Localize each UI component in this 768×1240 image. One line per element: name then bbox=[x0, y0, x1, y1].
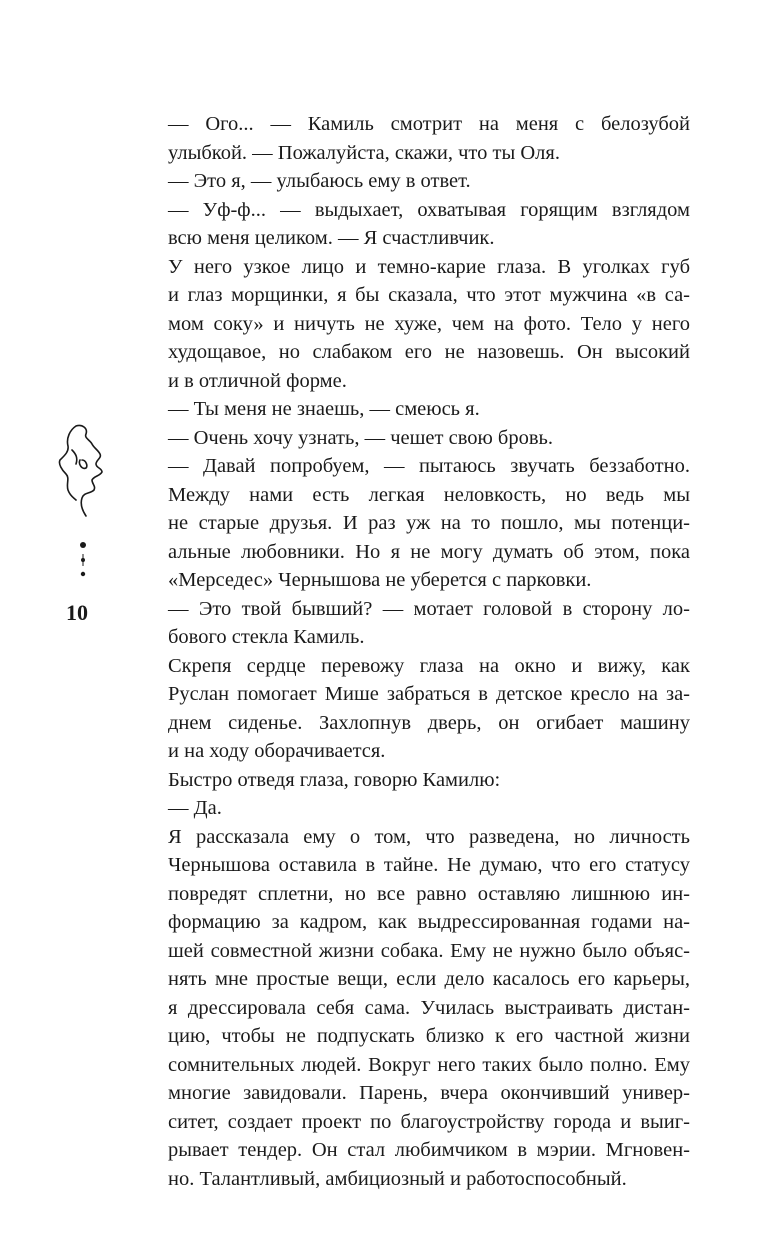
text-line: и глаз морщинки, я бы сказала, что этот мужчина «в са- bbox=[168, 284, 690, 306]
ornament-dots-icon bbox=[76, 540, 90, 580]
text-line: — Уф-ф... — выдыхает, охватывая горящим взглядом bbox=[168, 198, 690, 221]
text-line: — Это я, — улыбаюсь ему в ответ. bbox=[168, 170, 471, 192]
text-line: ситет, создает проект по благоустройству города и выиг- bbox=[168, 1110, 690, 1133]
body-text bbox=[168, 110, 690, 1193]
text-line: «Мерседес» Чернышова не уберется с парковки. bbox=[168, 569, 592, 591]
text-line: — Ого... — Камиль смотрит на меня с белозубой bbox=[168, 113, 690, 135]
text-line: я дрессировала себя сама. Училась выстраивать дистан- bbox=[168, 996, 690, 1019]
text-line: — Ты меня не знаешь, — смеюсь я. bbox=[168, 398, 480, 420]
text-line: мом соку» и ничуть не хуже, чем на фото. Тело у него bbox=[168, 312, 690, 335]
text-line: нять мне простые вещи, если дело касалось его карьеры, bbox=[168, 968, 690, 990]
text-line: всю меня целиком. — Я счастливчик. bbox=[168, 227, 495, 249]
text-line: — Да. bbox=[168, 797, 222, 819]
text-line: и в отличной форме. bbox=[168, 369, 347, 392]
text-line: Быстро отведя глаза, говорю Камилю: bbox=[168, 768, 501, 791]
text-line: Я рассказала ему о том, что разведена, но личность bbox=[168, 825, 690, 848]
text-line: шей совместной жизни собака. Ему не нужно было объяс- bbox=[168, 939, 690, 962]
text-line: формацию за кадром, как выдрессированная годами на- bbox=[168, 911, 690, 933]
text-line: Между нами есть легкая неловкость, но ведь мы bbox=[168, 483, 690, 506]
text-line: не старые друзья. И раз уж на то пошло, мы потенци- bbox=[168, 512, 690, 534]
text-line: бового стекла Камиль. bbox=[168, 626, 365, 648]
text-line: днем сиденье. Захлопнув дверь, он огибает машину bbox=[168, 711, 690, 734]
text-line: У него узкое лицо и темно-карие глаза. В уголках губ bbox=[168, 255, 690, 278]
text-line: худощавое, но слабаком его не назовешь. Он высокий bbox=[168, 341, 690, 363]
text-line: но. Талантливый, амбициозный и работоспособный. bbox=[168, 1167, 627, 1190]
text-line: Скрепя сердце перевожу глаза на окно и вижу, как bbox=[168, 654, 690, 677]
text-line: — Давай попробуем, — пытаюсь звучать беззаботно. bbox=[168, 455, 690, 477]
text-line: цию, чтобы не подпускать близко к его частной жизни bbox=[168, 1025, 690, 1047]
text-line: альные любовники. Но я не могу думать об этом, пока bbox=[168, 540, 690, 563]
text-line: и на ходу оборачивается. bbox=[168, 740, 386, 762]
text-line: Руслан помогает Мише забраться в детское кресло на за- bbox=[168, 683, 690, 705]
text-line: — Это твой бывший? — мотает головой в сторону ло- bbox=[168, 597, 690, 620]
page-number: 10 bbox=[66, 600, 88, 625]
text-line: сомнительных людей. Вокруг него таких было полно. Ему bbox=[168, 1053, 690, 1076]
text-line: Чернышова оставила в тайне. Не думаю, что его статусу bbox=[168, 854, 690, 876]
text-line: многие завидовали. Парень, вчера окончивший универ- bbox=[168, 1082, 690, 1104]
text-line: повредят сплетни, но все равно оставляю лишнюю ин- bbox=[168, 882, 690, 905]
text-line: рывает тендер. Он стал любимчиком в мэрии. Мгновен- bbox=[168, 1139, 690, 1161]
text-line: улыбкой. — Пожалуйста, скажи, что ты Оля. bbox=[168, 141, 560, 164]
woman-profile-icon bbox=[56, 420, 116, 520]
text-line: — Очень хочу узнать, — чешет свою бровь. bbox=[168, 426, 554, 449]
